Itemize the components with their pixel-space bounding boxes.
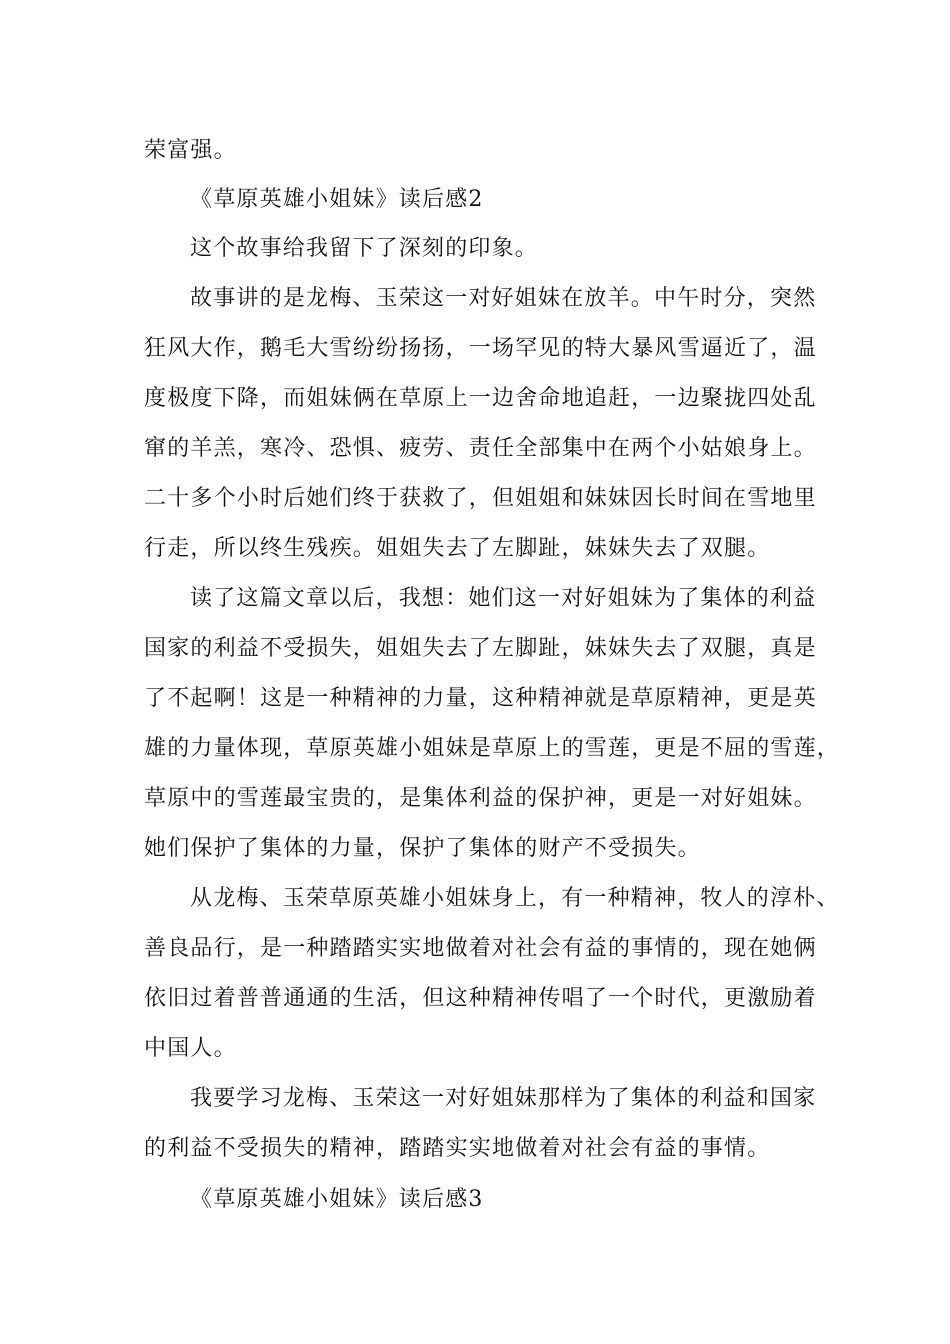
- paragraph-line: 故事讲的是龙梅、玉荣这一对好姐妹在放羊。中午时分，突然: [190, 286, 817, 311]
- section-heading: 《草原英雄小姐妹》读后感2: [190, 187, 484, 212]
- paragraph-line: 雄的力量体现，草原英雄小姐妹是草原上的雪莲，更是不屈的雪莲，: [144, 736, 841, 761]
- paragraph-line: 国家的利益不受损失，姐姐失去了左脚趾，妹妹失去了双腿，真是: [144, 636, 817, 661]
- paragraph-line: 这个故事给我留下了深刻的印象。: [190, 236, 539, 261]
- paragraph-line: 了不起啊！这是一种精神的力量，这种精神就是草原精神，更是英: [144, 686, 817, 711]
- paragraph-line: 她们保护了集体的力量，保护了集体的财产不受损失。: [144, 836, 701, 861]
- paragraph-line: 的利益不受损失的精神，踏踏实实地做着对社会有益的事情。: [144, 1136, 771, 1161]
- section-heading: 《草原英雄小姐妹》读后感3: [190, 1187, 484, 1212]
- paragraph-line: 我要学习龙梅、玉荣这一对好姐妹那样为了集体的利益和国家: [190, 1086, 817, 1111]
- paragraph-line: 从龙梅、玉荣草原英雄小姐妹身上，有一种精神，牧人的淳朴、: [190, 886, 840, 911]
- paragraph-line: 二十多个小时后她们终于获救了，但姐姐和妹妹因长时间在雪地里: [144, 486, 817, 511]
- paragraph-line: 狂风大作，鹅毛大雪纷纷扬扬，一场罕见的特大暴风雪逼近了，温: [144, 336, 817, 361]
- paragraph-line: 荣富强。: [144, 138, 237, 163]
- paragraph-line: 窜的羊羔，寒冷、恐惧、疲劳、责任全部集中在两个小姑娘身上。: [144, 436, 817, 461]
- paragraph-line: 读了这篇文章以后，我想：她们这一对好姐妹为了集体的利益: [190, 586, 817, 611]
- paragraph-line: 草原中的雪莲最宝贵的，是集体利益的保护神，更是一对好姐妹。: [144, 786, 817, 811]
- paragraph-line: 度极度下降，而姐妹俩在草原上一边舍命地追赶，一边聚拢四处乱: [144, 386, 817, 411]
- paragraph-line: 中国人。: [144, 1036, 237, 1061]
- paragraph-line: 行走，所以终生残疾。姐姐失去了左脚趾，妹妹失去了双腿。: [144, 536, 771, 561]
- paragraph-line: 善良品行，是一种踏踏实实地做着对社会有益的事情的，现在她俩: [144, 936, 817, 961]
- paragraph-line: 依旧过着普普通通的生活，但这种精神传唱了一个时代，更激励着: [144, 986, 817, 1011]
